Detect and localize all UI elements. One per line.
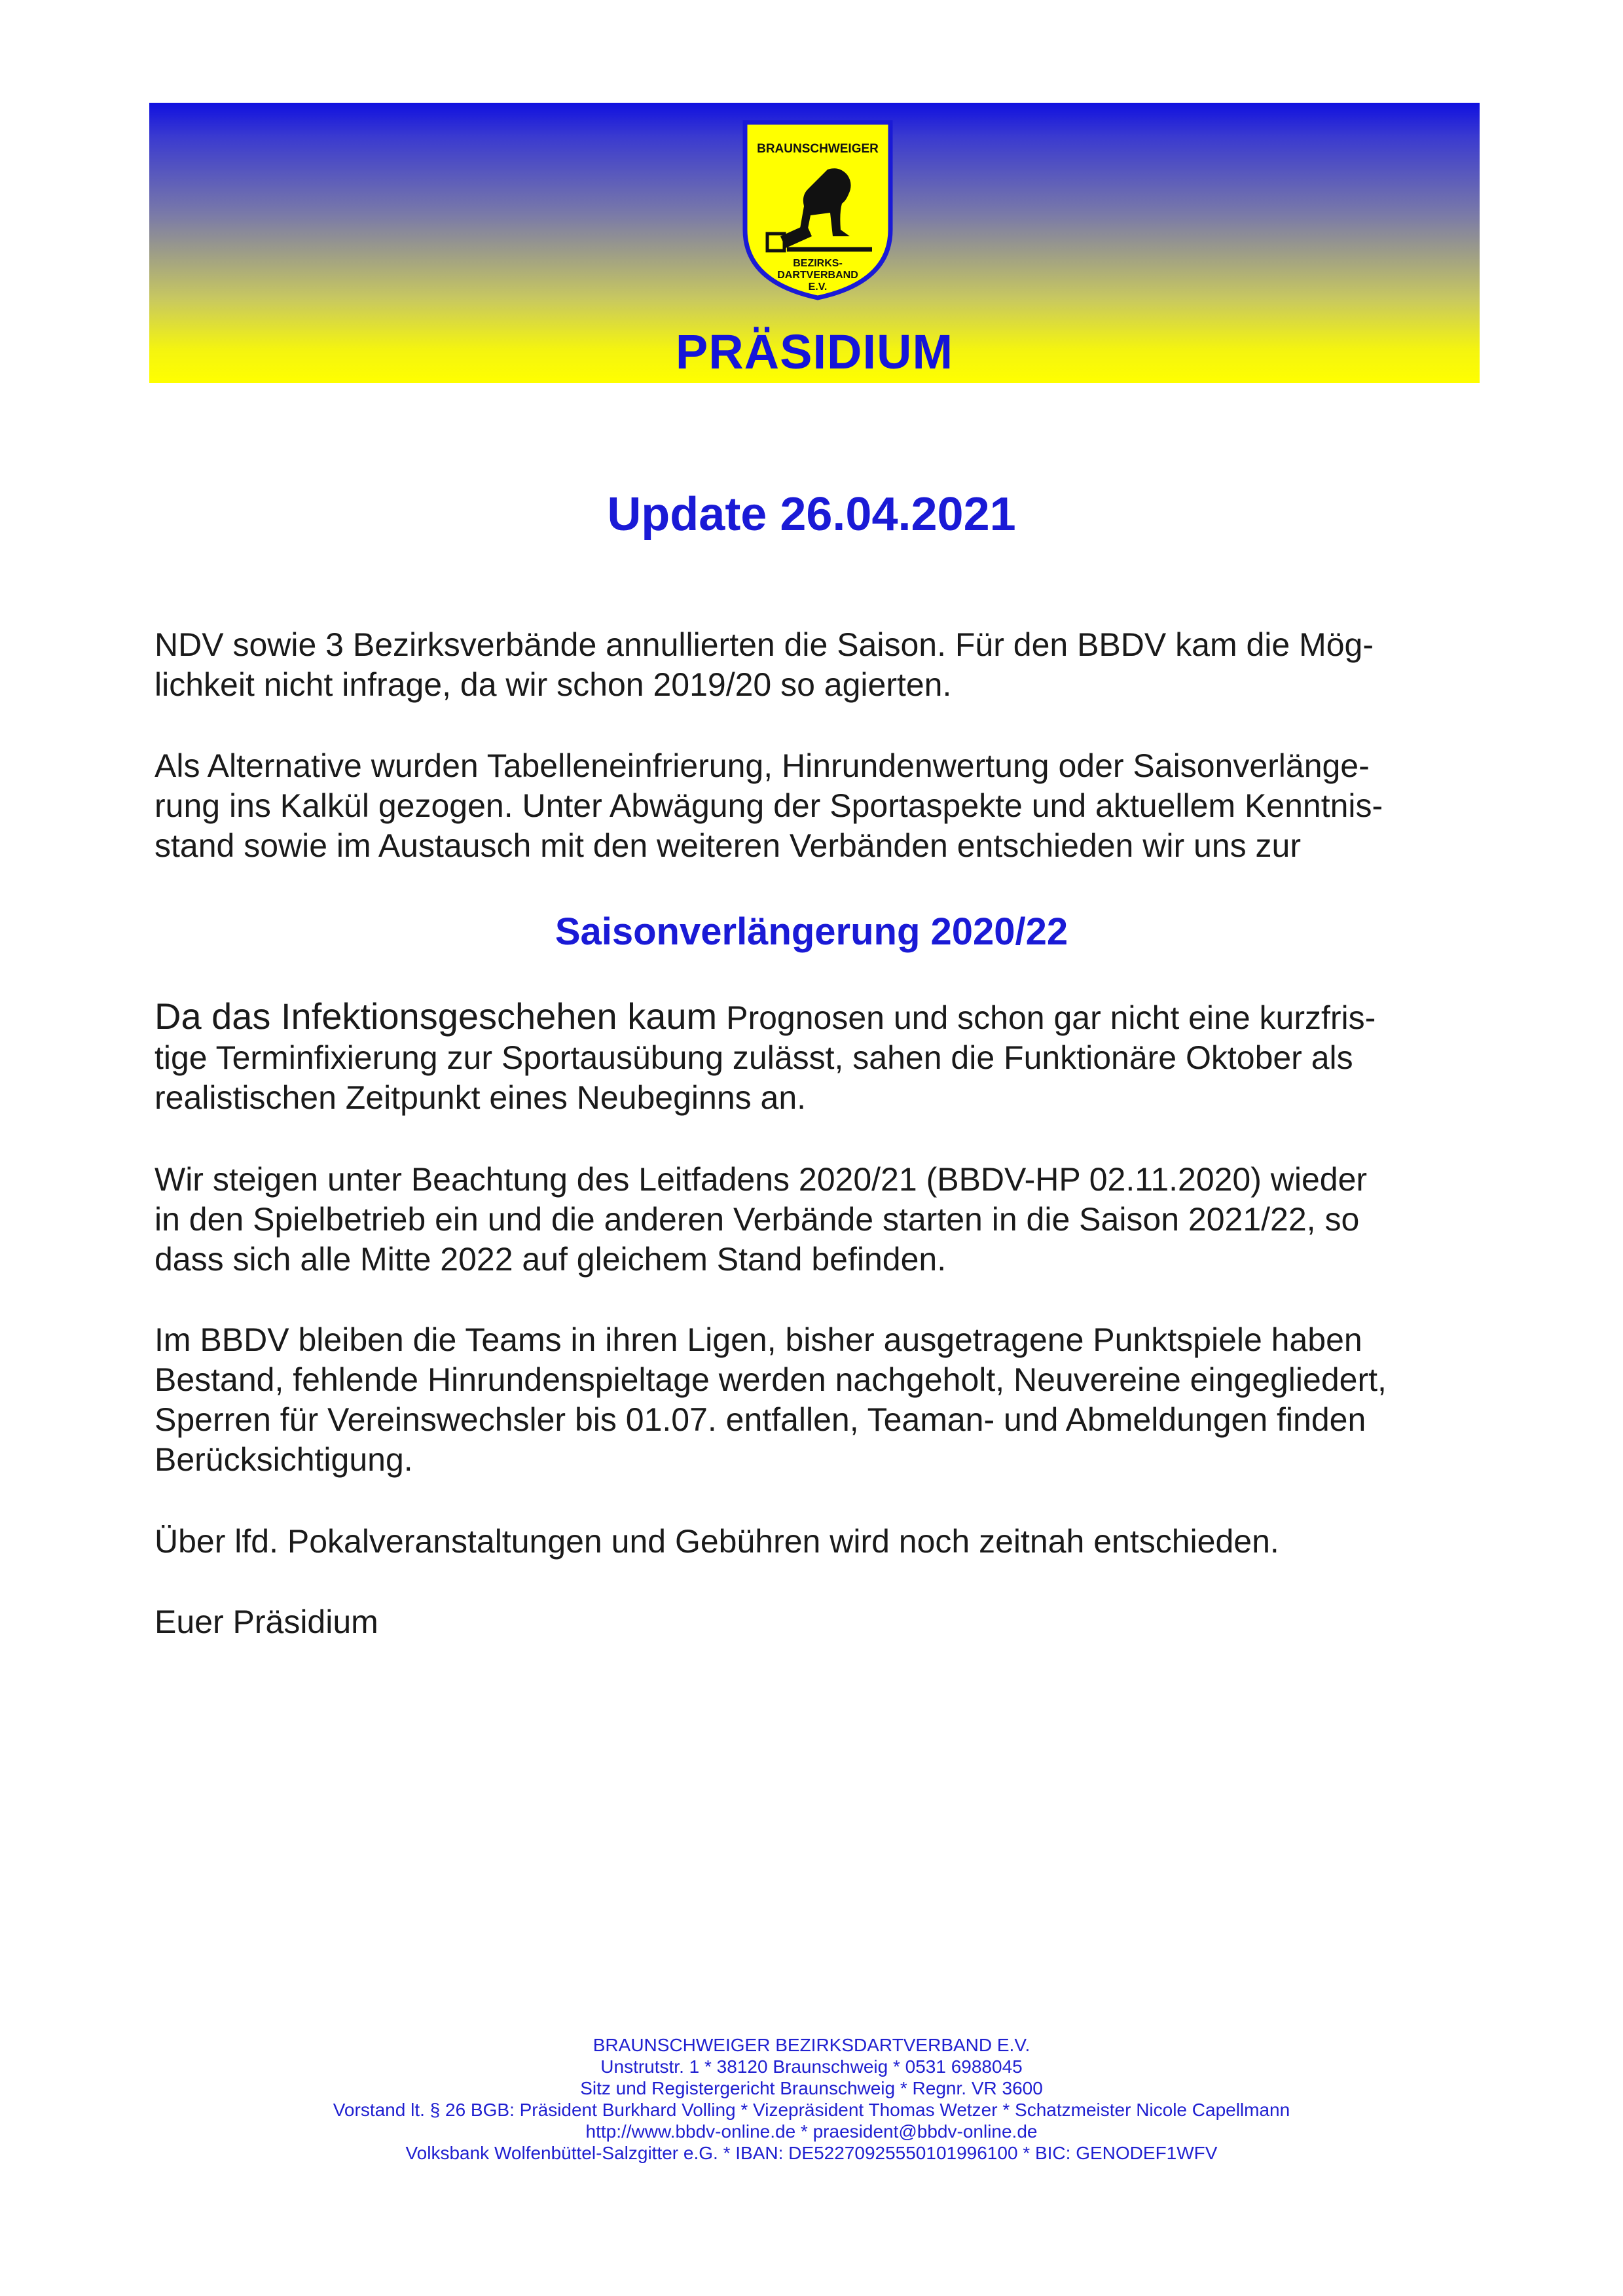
paragraph-1-line: NDV sowie 3 Bezirksverbände annullierten die Saison. Für den BBDV kam die Mög- — [155, 626, 1374, 663]
paragraph-3-line — [155, 996, 1484, 1038]
emblem-bottom-line1: BEZIRKS- — [793, 258, 843, 269]
paragraph-5 — [155, 1320, 1484, 1480]
paragraph-2-line: stand sowie im Austausch mit den weiteren Verbänden entschieden wir uns zur — [155, 827, 1301, 864]
update-title: Update 26.04.2021 — [607, 488, 1016, 541]
footer-line: Volksbank Wolfenbüttel-Salzgitter e.G. * IBAN: DE52270925550101996100 * BIC: GENODEF1WFV — [405, 2143, 1218, 2163]
paragraph-1 — [155, 625, 1484, 705]
paragraph-5-line: Im BBDV bleiben die Teams in ihren Ligen, bisher ausgetragene Punktspiele haben — [155, 1321, 1362, 1358]
footer-line: BRAUNSCHWEIGER BEZIRKSDARTVERBAND E.V. — [593, 2035, 1030, 2055]
paragraph-3-line1-rest: Prognosen und schon gar nicht eine kurzfris- — [717, 999, 1376, 1036]
footer-line: Unstrutstr. 1 * 38120 Braunschweig * 0531 6988045 — [600, 2056, 1023, 2077]
footer-line: Sitz und Registergericht Braunschweig * Regnr. VR 3600 — [580, 2078, 1043, 2098]
paragraph-4-line: in den Spielbetrieb ein und die anderen Verbände starten in die Saison 2021/22, so — [155, 1201, 1360, 1238]
header-banner — [149, 103, 1480, 383]
paragraph-4-line: Wir steigen unter Beachtung des Leitfadens 2020/21 (BBDV-HP 02.11.2020) wieder — [155, 1161, 1368, 1198]
footer — [0, 2034, 1623, 2164]
signature-text: Euer Präsidium — [155, 1604, 378, 1640]
paragraph-4 — [155, 1160, 1484, 1280]
header-title: PRÄSIDIUM — [675, 325, 954, 379]
paragraph-2 — [155, 746, 1484, 866]
paragraph-5-line: Sperren für Vereinswechsler bis 01.07. entfallen, Teaman- und Abmeldungen finden — [155, 1401, 1366, 1438]
paragraph-2-line: Als Alternative wurden Tabelleneinfrierung, Hinrundenwertung oder Saisonverlänge- — [155, 747, 1370, 784]
paragraph-6 — [155, 1522, 1484, 1562]
paragraph-3-lead: Da das Infektionsgeschehen kaum — [155, 996, 718, 1037]
association-emblem — [741, 118, 894, 302]
paragraph-3 — [155, 996, 1484, 1118]
signature — [155, 1602, 1484, 1642]
paragraph-3-line: tige Terminfixierung zur Sportausübung zulässt, sahen die Funktionäre Oktober als — [155, 1039, 1353, 1076]
footer-line: Vorstand lt. § 26 BGB: Präsident Burkhard Volling * Vizepräsident Thomas Wetzer * Schatzmeister Nicole Capellmann — [333, 2100, 1290, 2120]
paragraph-2-line: rung ins Kalkül gezogen. Unter Abwägung der Sportaspekte und aktuellem Kenntnis- — [155, 787, 1383, 824]
paragraph-4-line: dass sich alle Mitte 2022 auf gleichem Stand befinden. — [155, 1241, 947, 1278]
paragraph-3-line: realistischen Zeitpunkt eines Neubeginns an. — [155, 1079, 807, 1116]
paragraph-5-line: Bestand, fehlende Hinrundenspieltage werden nachgeholt, Neuvereine eingegliedert, — [155, 1361, 1387, 1398]
emblem-top-text: BRAUNSCHWEIGER — [757, 142, 879, 156]
emblem-bottom-line2: DARTVERBAND — [777, 270, 858, 281]
subheading: Saisonverlängerung 2020/22 — [555, 910, 1068, 953]
paragraph-1-line: lichkeit nicht infrage, da wir schon 2019/20 so agierten. — [155, 666, 952, 703]
paragraph-6-line: Über lfd. Pokalveranstaltungen und Gebühren wird noch zeitnah entschieden. — [155, 1523, 1279, 1560]
paragraph-5-line: Berücksichtigung. — [155, 1441, 413, 1478]
footer-line: http://www.bbdv-online.de * praesident@bbdv-online.de — [585, 2121, 1038, 2142]
emblem-bottom-line3: E.V. — [808, 281, 828, 293]
